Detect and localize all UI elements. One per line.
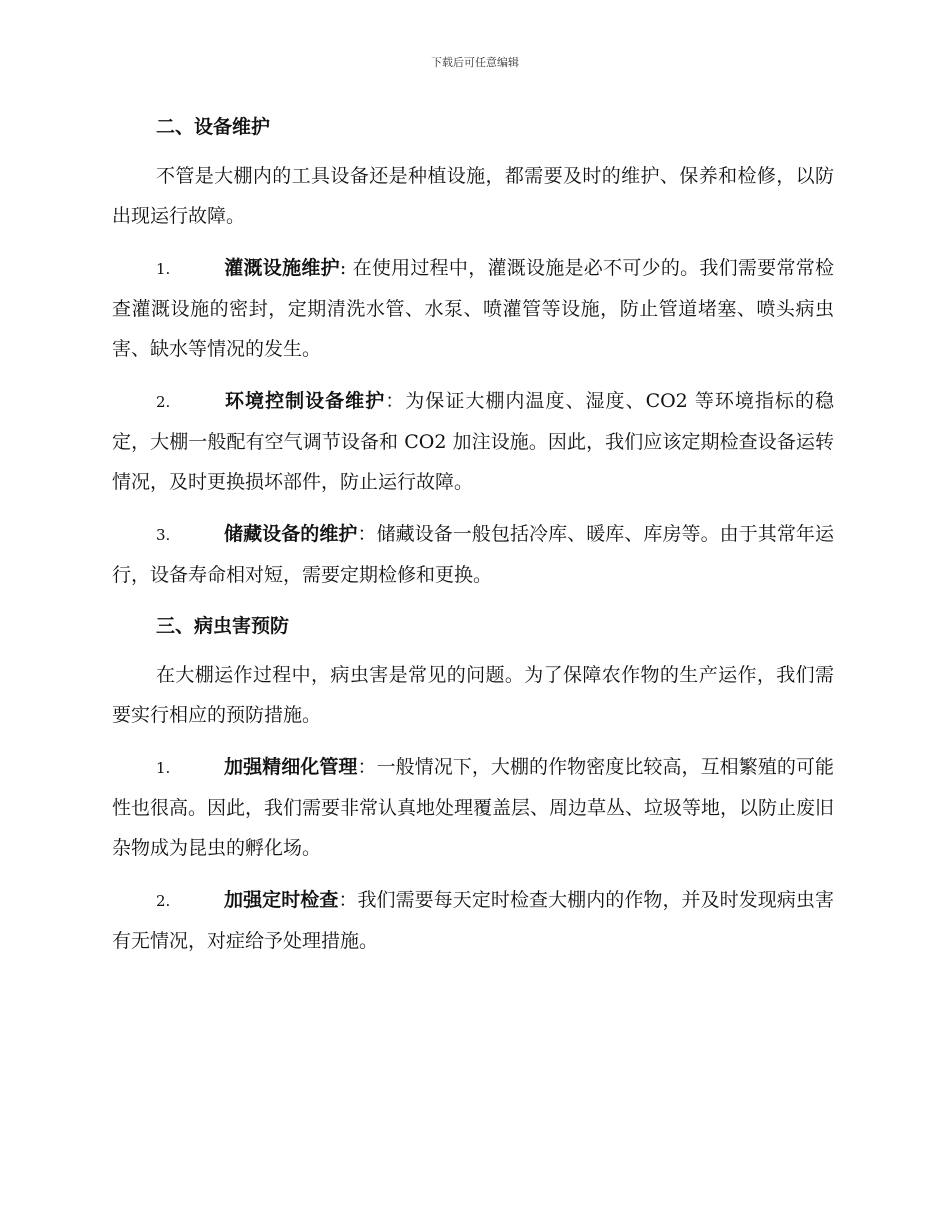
item-number: 1. <box>156 759 171 777</box>
item-number: 1. <box>156 260 171 278</box>
item-number: 2. <box>156 393 171 411</box>
item-number: 2. <box>156 892 171 910</box>
item-term: 环境控制设备维护 <box>224 390 386 412</box>
item-number: 3. <box>156 526 171 544</box>
section-intro: 在大棚运作过程中，病虫害是常见的问题。为了保障农作物的生产运作，我们需要实行相应的预防措施。 <box>112 664 834 726</box>
list-item <box>112 880 834 961</box>
document-body <box>112 108 834 973</box>
page-header: 下载后可任意编辑 <box>431 56 519 69</box>
item-term: 加强精细化管理 <box>224 756 358 778</box>
section-equipment-maintenance <box>112 108 834 595</box>
section-pest-prevention <box>112 607 834 961</box>
item-separator: : <box>339 257 353 279</box>
list-item <box>112 514 834 595</box>
item-separator: ： <box>338 889 358 911</box>
item-text: 为保证大棚内温度、湿度、CO2 等环境指标的稳定，大棚一般配有空气调节设备和 CO2 加注设施。因此，我们应该定期检查设备运转情况，及时更换损坏部件，防止运行故障。 <box>112 390 834 493</box>
item-term: 储藏设备的维护 <box>224 523 358 545</box>
section-intro: 不管是大棚内的工具设备还是种植设施，都需要及时的维护、保养和检修，以防出现运行故障。 <box>112 165 834 227</box>
item-separator: ： <box>357 523 377 545</box>
item-text: 我们需要每天定时检查大棚内的作物，并及时发现病虫害有无情况，对症给予处理措施。 <box>112 889 834 952</box>
item-term: 加强定时检查 <box>224 889 339 911</box>
item-separator: ： <box>385 390 406 412</box>
item-term: 灌溉设施维护 <box>224 257 340 279</box>
section-heading: 二、设备维护 <box>156 116 271 138</box>
item-text: 在使用过程中，灌溉设施是必不可少的。我们需要常常检查灌溉设施的密封，定期清洗水管、水泵、喷灌管等设施，防止管道堵塞、喷头病虫害、缺水等情况的发生。 <box>112 257 834 360</box>
item-text: 储藏设备一般包括冷库、暖库、库房等。由于其常年运行，设备寿命相对短，需要定期检修和更换。 <box>112 523 834 586</box>
section-heading: 三、病虫害预防 <box>156 615 290 637</box>
list-item <box>112 381 834 502</box>
item-separator: ： <box>357 756 377 778</box>
list-item <box>112 248 834 369</box>
list-item <box>112 747 834 868</box>
item-text: 一般情况下，大棚的作物密度比较高，互相繁殖的可能性也很高。因此，我们需要非常认真地处理覆盖层、周边草丛、垃圾等地，以防止废旧杂物成为昆虫的孵化场。 <box>112 756 835 859</box>
